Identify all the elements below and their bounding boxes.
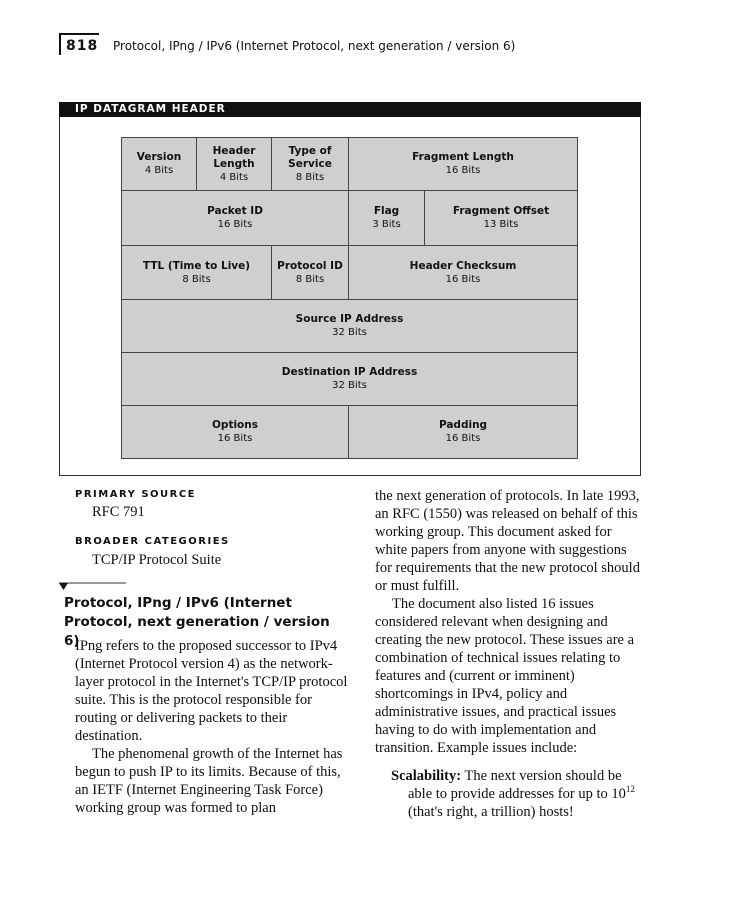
page-number: 818 bbox=[66, 38, 99, 54]
field-protocol-id bbox=[271, 245, 349, 300]
field-bits: 16 Bits bbox=[445, 165, 481, 176]
field-version bbox=[121, 137, 197, 191]
broader-categories-label: BROADER CATEGORIES bbox=[75, 536, 230, 547]
header-rule-horizontal bbox=[59, 33, 99, 35]
field-bits: 13 Bits bbox=[483, 219, 519, 230]
field-name: Source IP Address bbox=[295, 313, 404, 325]
field-name: Header Checksum bbox=[409, 259, 517, 272]
field-bits: 32 Bits bbox=[332, 380, 367, 391]
right-paragraph-1: the next generation of protocols. In late 1993, an RFC (1550) was released on behalf of this working group. This document asked for white papers from anyone with suggestions for requirements that the new protocol should or must fulfill. bbox=[375, 488, 640, 594]
field-bits: 4 Bits bbox=[219, 171, 249, 183]
field-packet-id bbox=[121, 190, 349, 246]
field-header-checksum bbox=[348, 245, 578, 300]
field-header-length bbox=[196, 137, 272, 191]
field-name: Options bbox=[212, 419, 258, 431]
scalability-tail: (that's right, a trillion) hosts! bbox=[408, 804, 574, 820]
field-flag bbox=[348, 190, 425, 246]
field-name: Fragment Offset bbox=[452, 205, 550, 217]
left-body bbox=[75, 637, 349, 817]
field-name: TTL (Time to Live) bbox=[142, 259, 251, 272]
field-bits: 16 Bits bbox=[445, 273, 481, 285]
field-name: Fragment Length bbox=[412, 151, 514, 163]
field-padding bbox=[348, 405, 578, 459]
entry-heading: Protocol, IPng / IPv6 (Internet Protocol, next generation / version 6) bbox=[64, 595, 330, 649]
left-paragraph-2: The phenomenal growth of the Internet has begun to push IP to its limits. Because of this, an IETF (Internet Engineering Task Force) working group was formed to plan bbox=[75, 746, 343, 816]
primary-source-value: RFC 791 bbox=[92, 504, 145, 520]
scalability-text: The next version should be able to provide addresses for up to 10 bbox=[408, 768, 626, 802]
field-name: Flag bbox=[373, 205, 400, 217]
field-bits: 16 Bits bbox=[217, 433, 253, 444]
field-name: Type of Service bbox=[288, 144, 332, 170]
right-paragraph-2: The document also listed 16 issues considered relevant when designing and creating the new protocol. These issues are a combination of technical issues relating to features and (current or imminent) shortcomings in IPv4, policy and administrative issues, and practical issues having to do with implementation and transition. Example issues include: bbox=[375, 596, 635, 756]
field-bits: 8 Bits bbox=[182, 273, 211, 285]
field-source-ip bbox=[121, 299, 578, 353]
figure-title: IP DATAGRAM HEADER bbox=[75, 103, 226, 115]
triangle-icon bbox=[59, 583, 68, 590]
field-fragment-length bbox=[348, 137, 578, 191]
scalability-item bbox=[391, 767, 641, 821]
field-bits: 32 Bits bbox=[332, 327, 367, 338]
field-fragment-offset bbox=[424, 190, 578, 246]
field-bits: 4 Bits bbox=[144, 165, 174, 176]
field-bits: 8 Bits bbox=[295, 273, 325, 285]
scalability-exponent: 12 bbox=[625, 784, 635, 795]
scalability-term: Scalability: bbox=[391, 768, 462, 784]
running-title: Protocol, IPng / IPv6 (Internet Protocol, next generation / version 6) bbox=[113, 39, 516, 53]
field-name: Header Length bbox=[212, 144, 256, 170]
field-name: Destination IP Address bbox=[281, 366, 418, 378]
field-bits: 16 Bits bbox=[445, 433, 481, 444]
field-name: Packet ID bbox=[207, 205, 263, 217]
primary-source-label: PRIMARY SOURCE bbox=[75, 489, 197, 500]
entry-marker bbox=[59, 582, 127, 592]
field-bits: 16 Bits bbox=[217, 219, 253, 230]
field-bits: 3 Bits bbox=[372, 219, 401, 230]
right-body bbox=[375, 487, 647, 757]
field-bits: 8 Bits bbox=[295, 171, 325, 183]
field-ttl bbox=[121, 245, 272, 300]
left-paragraph-1: IPng refers to the proposed successor to IPv4 (Internet Protocol version 4) as the network-layer protocol in the Internet's TCP/IP protocol suite. This is the protocol responsible for routing or delivering packets to their destination. bbox=[75, 638, 348, 744]
header-rule-vertical bbox=[59, 33, 61, 55]
field-name: Padding bbox=[438, 419, 488, 431]
field-name: Protocol ID bbox=[277, 259, 343, 272]
field-destination-ip bbox=[121, 352, 578, 406]
field-type-of-service bbox=[271, 137, 349, 191]
field-name: Version bbox=[136, 151, 182, 163]
field-options bbox=[121, 405, 349, 459]
broader-categories-value: TCP/IP Protocol Suite bbox=[92, 552, 222, 568]
